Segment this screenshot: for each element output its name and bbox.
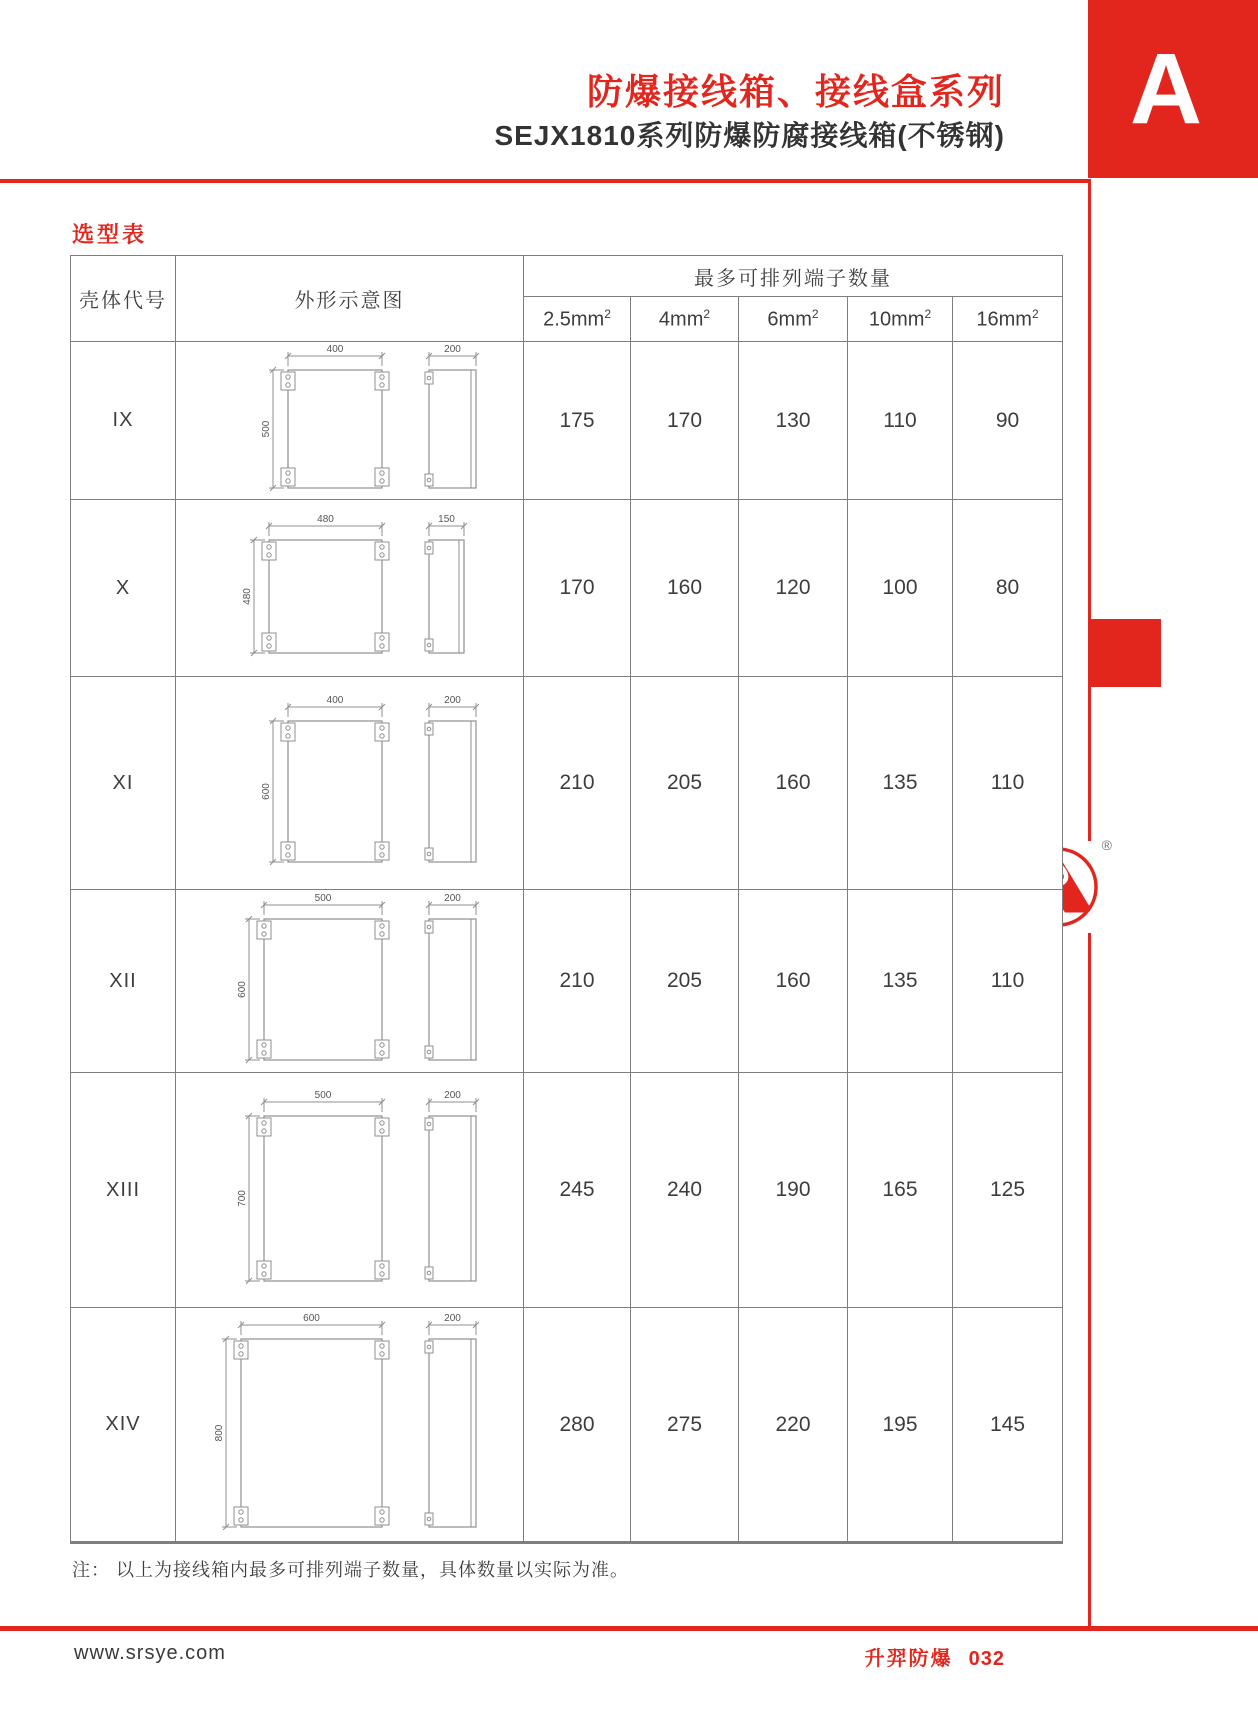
footer-website: www.srsye.com (74, 1642, 226, 1664)
shell-code: XI (71, 677, 176, 890)
wire-size-label: 6mm (767, 308, 812, 331)
top-red-rule (0, 179, 1088, 183)
shell-code: X (71, 500, 176, 677)
diagram-cell (176, 500, 524, 677)
dimension-label: 600 (302, 1313, 320, 1324)
hinge-lug-icon (425, 921, 433, 933)
dimension-label: 200 (443, 695, 461, 706)
wire-size-label: 10mm (868, 308, 925, 331)
terminal-count: 120 (739, 500, 848, 677)
terminal-count: 210 (524, 890, 631, 1073)
dimension-label: 200 (443, 344, 461, 355)
dimension-label: 700 (236, 1190, 248, 1207)
table-row (71, 342, 1063, 500)
terminal-count: 110 (953, 677, 1063, 890)
shell-code: XIII (71, 1073, 176, 1308)
registered-mark: ® (1101, 837, 1112, 853)
col-header-4mm (631, 297, 739, 342)
accent-square (1091, 619, 1161, 687)
footer-page-number: 032 (968, 1648, 1005, 1670)
terminal-count: 275 (631, 1308, 739, 1543)
superscript: 2 (703, 306, 711, 321)
dimension-label: 600 (236, 981, 248, 998)
dimension-label: 200 (443, 893, 461, 904)
wire-size-label: 2.5mm (543, 308, 605, 331)
outline-diagram (177, 1073, 523, 1307)
terminal-count: 160 (739, 890, 848, 1073)
front-view (264, 1116, 382, 1281)
front-view (269, 540, 382, 653)
dimension-label: 200 (443, 1313, 461, 1324)
col-header-16mm (953, 297, 1063, 342)
terminal-count: 125 (953, 1073, 1063, 1308)
dimension-label: 500 (260, 420, 272, 438)
table-row (71, 1073, 1063, 1308)
hinge-lug-icon (425, 1267, 433, 1279)
hinge-lug-icon (425, 1046, 433, 1058)
terminal-count: 245 (524, 1073, 631, 1308)
terminal-count: 160 (631, 500, 739, 677)
dimension-label: 500 (314, 893, 331, 904)
outline-diagram (177, 500, 523, 676)
terminal-count: 160 (739, 677, 848, 890)
outline-diagram (177, 342, 523, 499)
col-header-terminal-group: 最多可排列端子数量 (524, 256, 1063, 297)
diagram-cell (176, 1073, 524, 1308)
hinge-lug-icon (425, 1341, 433, 1353)
terminal-count: 170 (631, 342, 739, 500)
bottom-red-rule (0, 1626, 1258, 1631)
terminal-count: 100 (848, 500, 953, 677)
footer-brand: 升羿防爆 (864, 1648, 953, 1670)
dimension-label: 480 (316, 514, 334, 525)
wire-size-label: 16mm (976, 308, 1032, 331)
col-header-diagram: 外形示意图 (176, 256, 524, 342)
terminal-count: 90 (953, 342, 1063, 500)
dimension-label: 800 (213, 1424, 225, 1442)
col-header-shell-code: 壳体代号 (71, 256, 176, 342)
front-view (288, 370, 382, 488)
side-view (429, 1116, 476, 1281)
series-title: 防爆接线箱、接线盒系列 (586, 71, 1005, 112)
terminal-count: 195 (848, 1308, 953, 1543)
terminal-count: 190 (739, 1073, 848, 1308)
hinge-lug-icon (425, 848, 433, 860)
table-row (71, 890, 1063, 1073)
outline-diagram (177, 1308, 523, 1541)
superscript: 2 (811, 306, 819, 321)
dimension-label: 400 (326, 695, 343, 706)
table-row (71, 500, 1063, 677)
front-view (288, 721, 382, 862)
section-tab (1088, 0, 1258, 178)
terminal-count: 210 (524, 677, 631, 890)
terminal-count: 175 (524, 342, 631, 500)
outline-diagram (177, 890, 523, 1072)
dimension-label: 500 (314, 1090, 331, 1101)
terminal-count: 130 (739, 342, 848, 500)
terminal-count: 135 (848, 890, 953, 1073)
col-header-6mm (739, 297, 848, 342)
hinge-lug-icon (425, 372, 433, 384)
note-text: 注： 以上为接线箱内最多可排列端子数量，具体数量以实际为准。 (72, 1560, 629, 1580)
terminal-count: 220 (739, 1308, 848, 1543)
terminal-count: 280 (524, 1308, 631, 1543)
side-view (429, 1339, 476, 1527)
hinge-lug-icon (425, 542, 433, 554)
table-header-row-1 (71, 256, 1063, 297)
shell-code: IX (71, 342, 176, 500)
hinge-lug-icon (425, 1513, 433, 1525)
hinge-lug-icon (425, 1118, 433, 1130)
selection-table (70, 255, 1063, 1544)
outline-diagram (177, 677, 523, 889)
table-row (71, 1308, 1063, 1543)
product-title: SEJX1810系列防爆防腐接线箱(不锈钢) (494, 120, 1005, 151)
terminal-count: 205 (631, 890, 739, 1073)
col-header-10mm (848, 297, 953, 342)
diagram-cell (176, 677, 524, 890)
diagram-cell (176, 1308, 524, 1543)
terminal-count: 165 (848, 1073, 953, 1308)
dimension-label: 150 (437, 514, 455, 525)
hinge-lug-icon (425, 474, 433, 486)
terminal-count: 110 (953, 890, 1063, 1073)
hinge-lug-icon (425, 723, 433, 735)
table-row (71, 677, 1063, 890)
section-label: 选型表 (72, 222, 148, 247)
wire-size-label: 4mm (658, 308, 704, 331)
terminal-count: 240 (631, 1073, 739, 1308)
terminal-count: 80 (953, 500, 1063, 677)
side-view (429, 919, 476, 1060)
superscript: 2 (924, 306, 932, 321)
superscript: 2 (604, 306, 611, 321)
shell-code: XII (71, 890, 176, 1073)
diagram-cell (176, 342, 524, 500)
side-view (429, 370, 476, 488)
section-letter: A (1129, 33, 1203, 145)
footer-brand-block (865, 1642, 1005, 1671)
hinge-lug-icon (425, 639, 433, 651)
terminal-count: 205 (631, 677, 739, 890)
terminal-count: 145 (953, 1308, 1063, 1543)
diagram-cell (176, 890, 524, 1073)
dimension-label: 600 (260, 783, 272, 800)
terminal-count: 135 (848, 677, 953, 890)
terminal-count: 170 (524, 500, 631, 677)
dimension-label: 400 (326, 344, 343, 355)
front-view (264, 919, 382, 1060)
front-view (241, 1339, 382, 1527)
side-view (429, 721, 476, 862)
shell-code: XIV (71, 1308, 176, 1543)
terminal-count: 110 (848, 342, 953, 500)
superscript: 2 (1031, 306, 1039, 321)
dimension-label: 200 (443, 1090, 461, 1101)
dimension-label: 480 (241, 588, 253, 605)
col-header-2.5mm (524, 297, 631, 342)
